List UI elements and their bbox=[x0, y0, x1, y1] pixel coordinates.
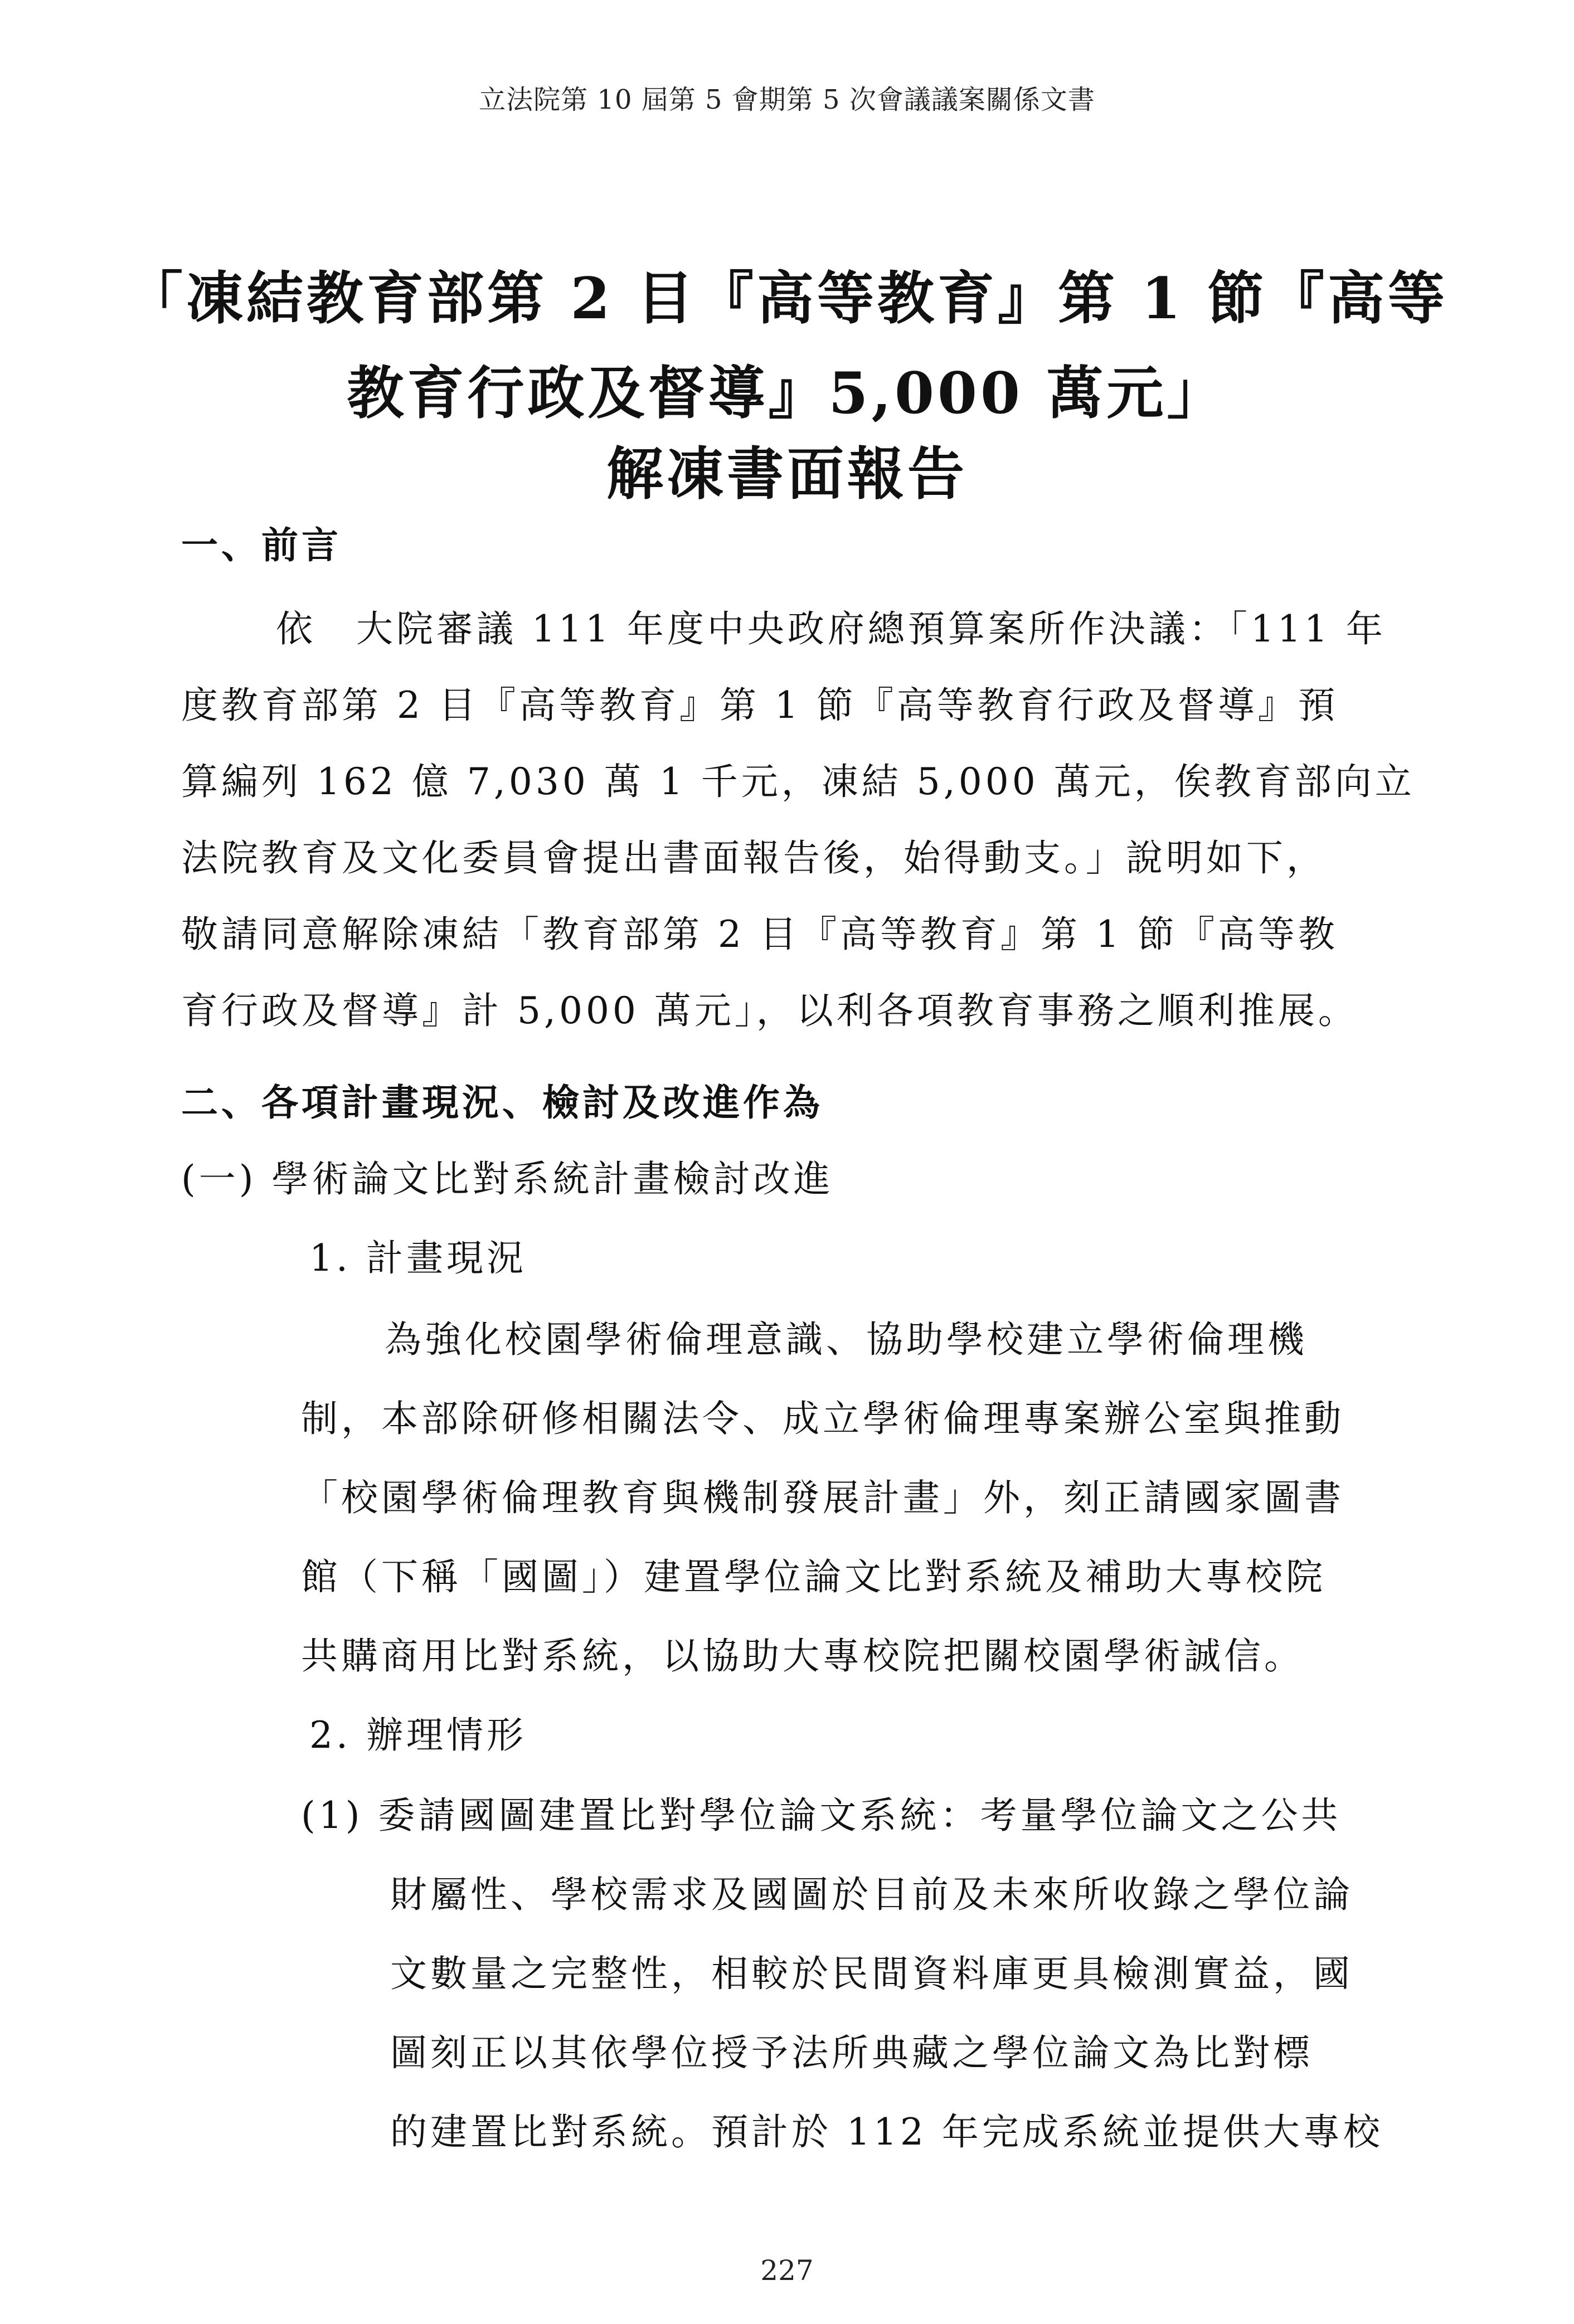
page-number: 227 bbox=[760, 2254, 814, 2287]
section-1-paragraph-line: 依 大院審議 111 年度中央政府總預算案所作決議：「111 年 bbox=[276, 607, 1386, 650]
report-title-line-1: 「凍結教育部第 2 目『高等教育』第 1 節『高等 bbox=[126, 265, 1448, 332]
section-1-paragraph-line: 算編列 162 億 7,030 萬 1 千元，凍結 5,000 萬元，俟教育部向立 bbox=[181, 760, 1415, 803]
item-1-paragraph-line: 館（下稱「國圖」）建置學位論文比對系統及補助大專校院 bbox=[301, 1555, 1326, 1598]
subsection-1-heading: (一) 學術論文比對系統計畫檢討改進 bbox=[181, 1158, 834, 1200]
item-1-paragraph-line: 「校園學術倫理教育與機制發展計畫」外，刻正請國家圖書 bbox=[301, 1476, 1344, 1519]
item-2-label: 2. 辦理情形 bbox=[309, 1714, 527, 1757]
document-header: 立法院第 10 屆第 5 會期第 5 次會議議案關係文書 bbox=[479, 84, 1095, 115]
section-2-heading: 二、各項計畫現況、檢討及改進作為 bbox=[181, 1081, 823, 1124]
report-title-line-2: 教育行政及督導』5,000 萬元」 bbox=[347, 360, 1227, 427]
item-2-subitem-line: (1) 委請國圖建置比對學位論文系統：考量學位論文之公共 bbox=[301, 1794, 1342, 1837]
item-2-subitem-line: 文數量之完整性，相較於民間資料庫更具檢測實益，國 bbox=[390, 1952, 1353, 1995]
item-1-paragraph-line: 為強化校園學術倫理意識、協助學校建立學術倫理機 bbox=[385, 1318, 1308, 1361]
report-title-line-3: 解凍書面報告 bbox=[606, 441, 968, 508]
item-2-subitem-line: 的建置比對系統。預計於 112 年完成系統並提供大專校 bbox=[390, 2111, 1383, 2153]
section-1-paragraph-line: 法院教育及文化委員會提出書面報告後，始得動支。」說明如下， bbox=[181, 837, 1327, 879]
section-1-paragraph-line: 敬請同意解除凍結「教育部第 2 目『高等教育』第 1 節『高等教 bbox=[181, 913, 1338, 956]
item-2-subitem-line: 財屬性、學校需求及國圖於目前及未來所收錄之學位論 bbox=[390, 1873, 1353, 1916]
item-1-label: 1. 計畫現況 bbox=[309, 1237, 527, 1280]
section-1-heading: 一、前言 bbox=[181, 523, 342, 567]
section-1-paragraph-line: 度教育部第 2 目『高等教育』第 1 節『高等教育行政及督導』預 bbox=[181, 684, 1338, 727]
item-1-paragraph-line: 制，本部除研修相關法令、成立學術倫理專案辦公室與推動 bbox=[301, 1397, 1344, 1440]
item-1-paragraph-line: 共購商用比對系統，以協助大專校院把關校園學術誠信。 bbox=[301, 1635, 1304, 1678]
item-2-subitem-line: 圖刻正以其依學位授予法所典藏之學位論文為比對標 bbox=[390, 2031, 1313, 2074]
section-1-paragraph-line: 育行政及督導』計 5,000 萬元」，以利各項教育事務之順利推展。 bbox=[181, 989, 1358, 1032]
